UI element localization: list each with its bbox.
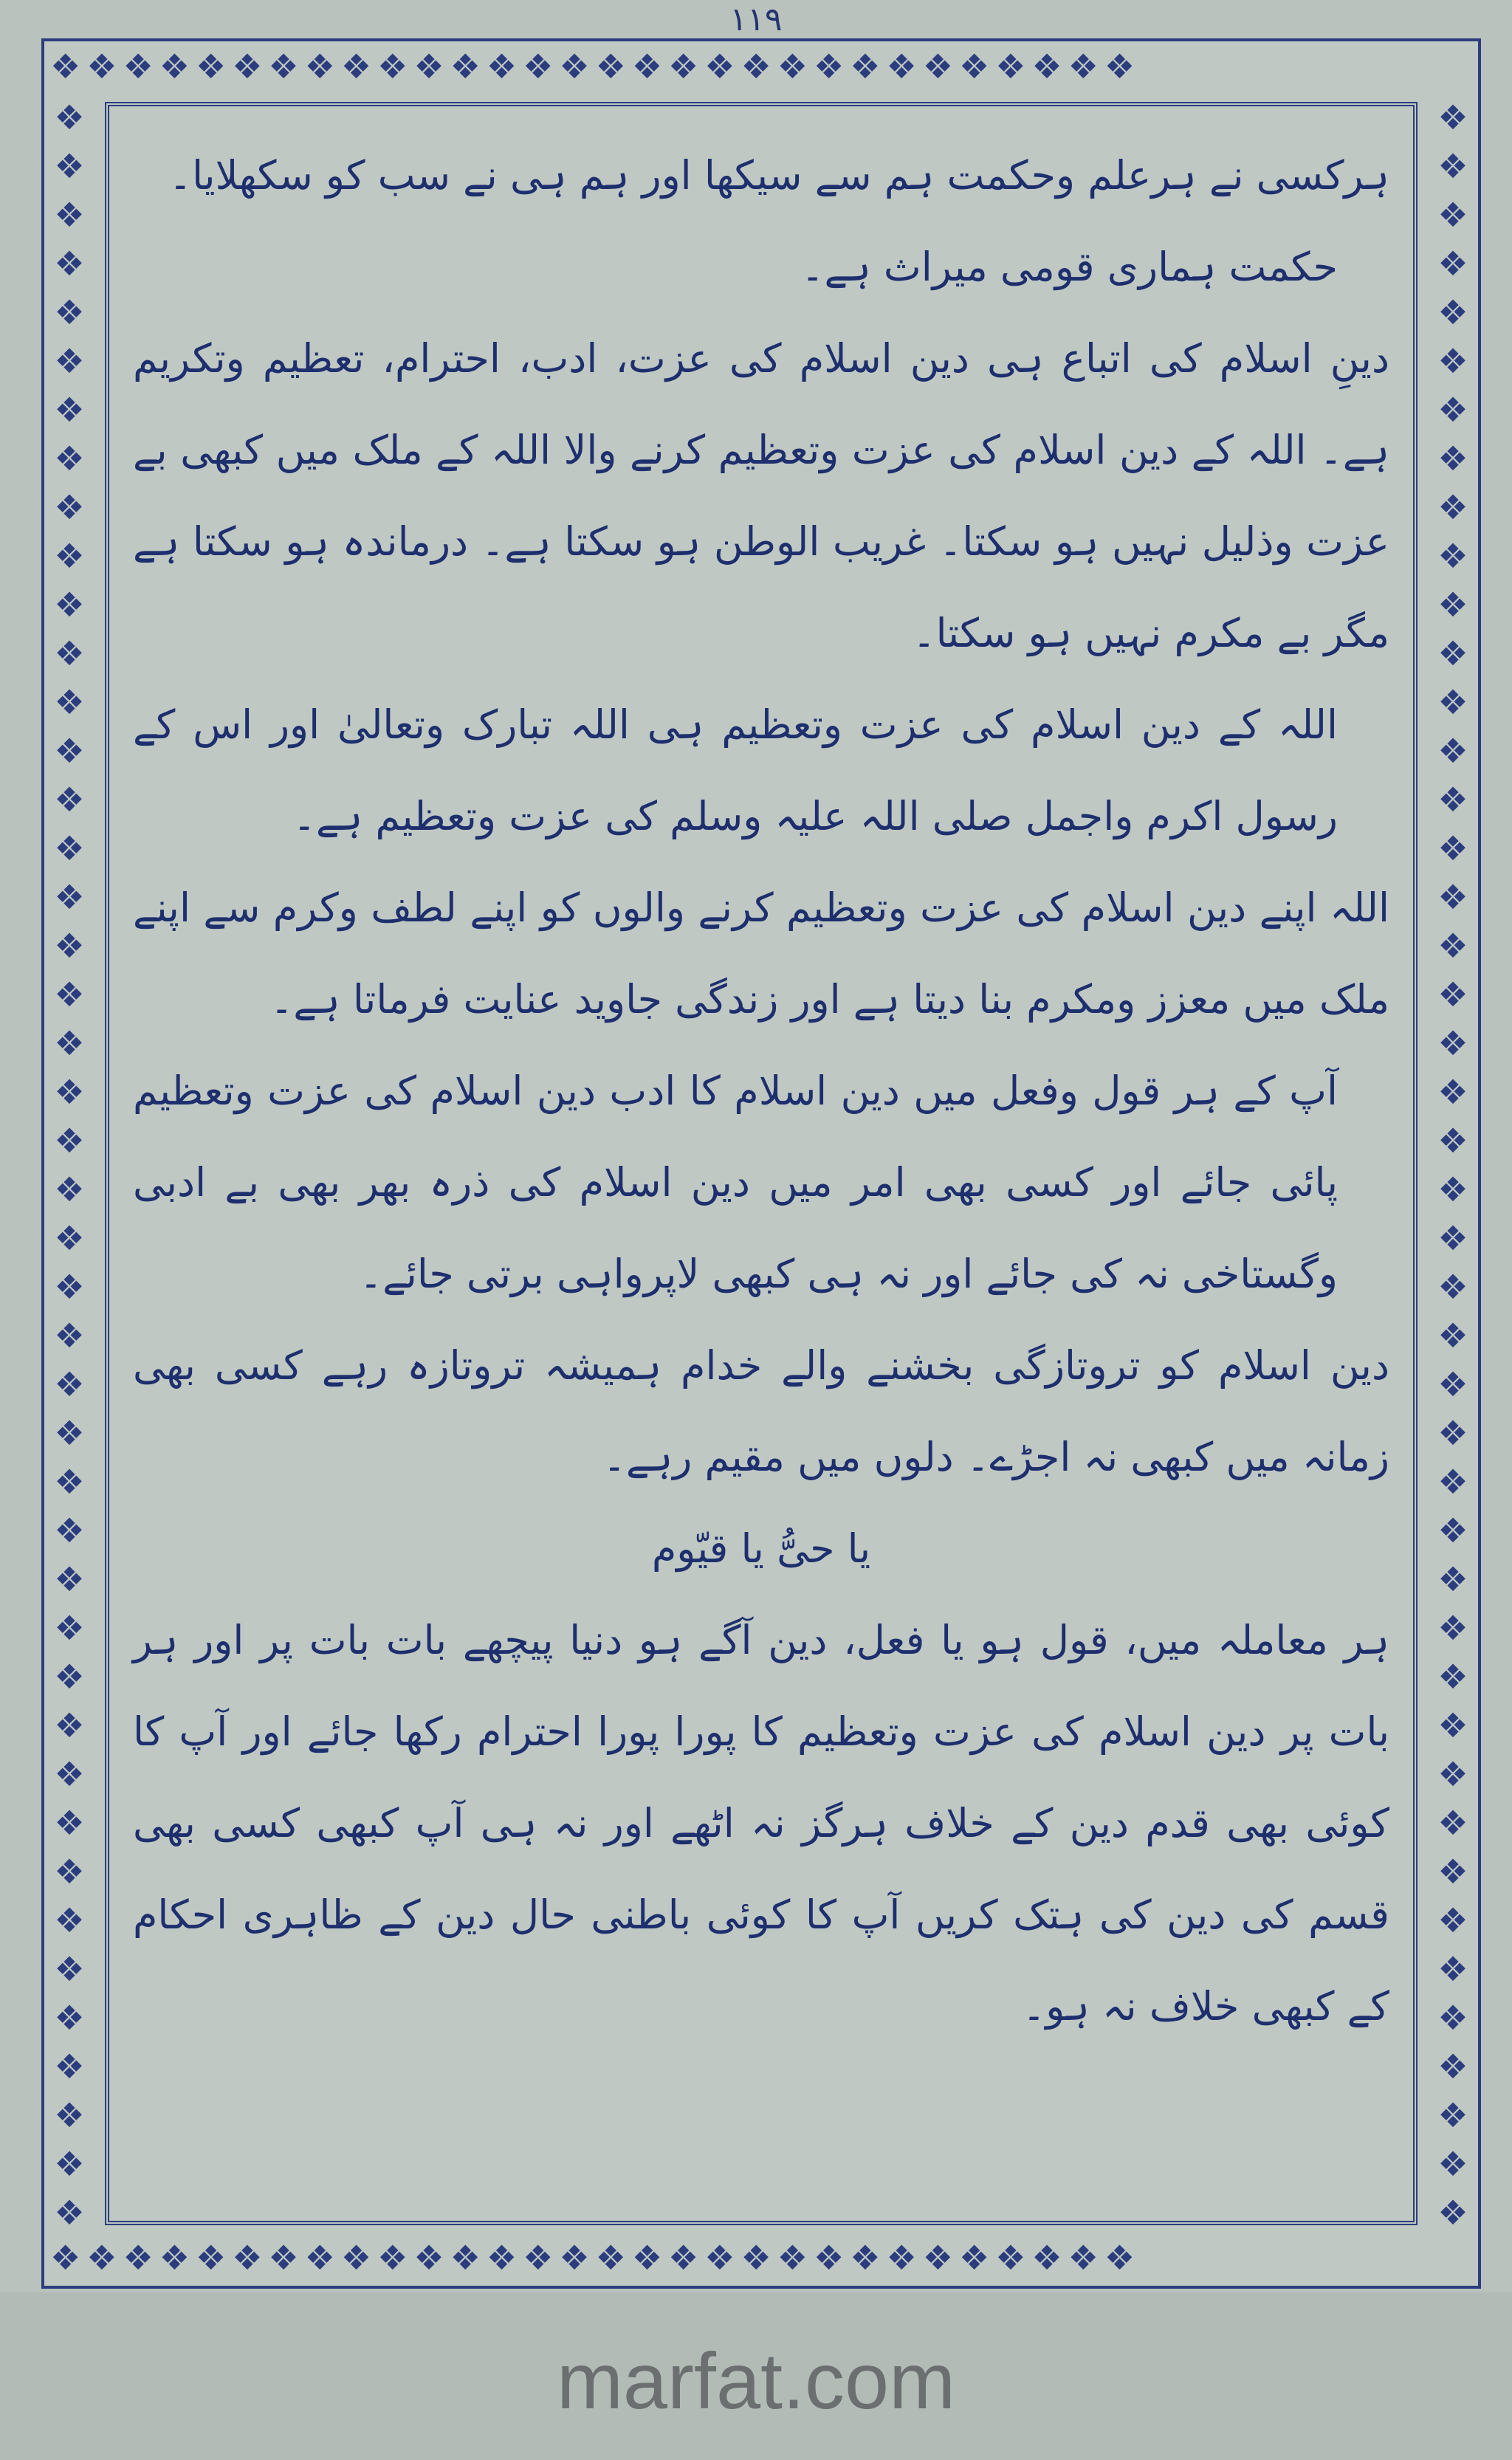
watermark-text: marfat.com <box>556 2336 956 2425</box>
paragraph: ہرکسی نے ہرعلم وحکمت ہم سے سیکھا اور ہم ہی نے سب کو سکھلایا۔ <box>168 152 1389 199</box>
paragraph: دین اسلام کو تروتازگی بخشنے والے خدام ہمیشہ تروتازہ رہے کسی بھی زمانہ میں کبھی نہ اجڑے۔ دلوں میں مقیم رہے۔ <box>133 1342 1389 1480</box>
paragraph: حکمت ہماری قومی میراث ہے۔ <box>800 244 1338 290</box>
paragraph: اللہ اپنے دین اسلام کی عزت وتعظیم کرنے والوں کو اپنے لطف وکرم سے اپنے ملک میں معزز ومکرم بنا دیتا ہے اور زندگی جاوید عنایت فرماتا ہے۔ <box>133 884 1389 1023</box>
ornamental-border-frame <box>41 38 1481 2289</box>
paragraph: اللہ کے دین اسلام کی عزت وتعظیم ہی اللہ تبارک وتعالیٰ اور اس کے رسول اکرم واجمل صلی اللہ علیہ وسلم کی عزت وتعظیم ہے۔ <box>133 701 1338 839</box>
ornament-border-left: ❖❖❖❖❖❖❖❖❖❖❖❖❖❖❖❖❖❖❖❖❖❖❖❖❖❖❖❖❖❖❖❖❖❖❖❖❖❖❖❖❖❖❖❖ <box>54 97 85 2233</box>
ornament-border-right: ❖❖❖❖❖❖❖❖❖❖❖❖❖❖❖❖❖❖❖❖❖❖❖❖❖❖❖❖❖❖❖❖❖❖❖❖❖❖❖❖❖❖❖❖ <box>1437 97 1468 2233</box>
page-body-text <box>133 130 1389 2175</box>
ornament-border-bottom: ❖❖❖❖❖❖❖❖❖❖❖❖❖❖❖❖❖❖❖❖❖❖❖❖❖❖❖❖❖❖ <box>50 2238 1141 2278</box>
paragraph: آپ کے ہر قول وفعل میں دین اسلام کا ادب دین اسلام کی عزت وتعظیم پائی جائے اور کسی بھی امر میں دین اسلام کی ذرہ بھر بھی بے ادبی وگستاخی نہ کی جائے اور نہ ہی کبھی لاپرواہی برتی جائے۔ <box>133 1068 1338 1297</box>
section-heading: یا حیُّ یا قیّوم <box>651 1525 871 1572</box>
paragraph: ہر معاملہ میں، قول ہو یا فعل، دین آگے ہو دنیا پیچھے بات بات پر اور ہر بات پر دین اسلام کی عزت وتعظیم کا پورا پورا احترام رکھا جائے اور آپ کا کوئی بھی قدم دین کے خلاف ہرگز نہ اٹھے اور نہ ہی آپ کبھی کسی بھی قسم کی دین کی ہتک کریں آپ کا کوئی باطنی حال دین کے ظاہری احکام کے کبھی خلاف نہ ہو۔ <box>133 1617 1389 2030</box>
paragraph: دینِ اسلام کی اتباع ہی دین اسلام کی عزت، ادب، احترام، تعظیم وتکریم ہے۔ اللہ کے دین اسلام کی عزت وتعظیم کرنے والا اللہ کے ملک میں کبھی بے عزت وذلیل نہیں ہو سکتا۔ غریب الوطن ہو سکتا ہے۔ درماندہ ہو سکتا ہے مگر بے مکرم نہیں ہو سکتا۔ <box>133 335 1389 656</box>
page-number: ۱۱۹ <box>729 1 783 38</box>
ornament-border-top: ❖❖❖❖❖❖❖❖❖❖❖❖❖❖❖❖❖❖❖❖❖❖❖❖❖❖❖❖❖❖ <box>50 47 1141 86</box>
